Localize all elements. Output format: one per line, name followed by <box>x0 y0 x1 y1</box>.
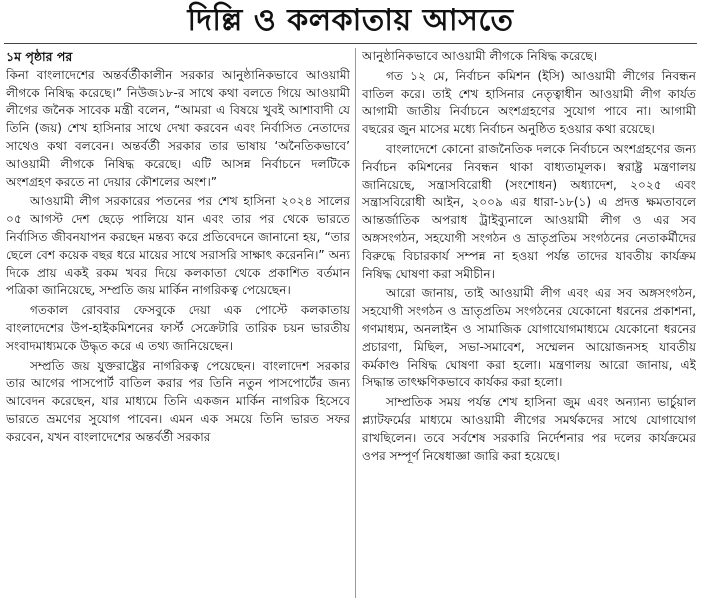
paragraph: সম্প্রতি জয় যুক্তরাষ্ট্রের নাগরিকত্ব পেয়েছেন। বাংলাদেশ সরকার তার আগের পাসপোর্ট বাতিল করার পর তিনি নতুন পাসপোর্টের জন্য আবেদন করেছেন, যার মাধ্যমে তিনি একজন মার্কিন নাগরিক হিসেবে ভারতে ভ্রমণের সুযোগ পাবেন। এমন এক সময়ে তিনি ভারত সফর করবেন, যখন বাংলাদেশের অন্তর্বর্তী সরকার <box>6 358 350 444</box>
paragraph: গতকাল রোববার ফেসবুকে দেয়া এক পোস্টে কলকাতায় বাংলাদেশের উপ-হাইকমিশনের ফার্স্ট সেক্রেটারি তারিক চয়ন ভারতীয় সংবাদমাধ্যমকে উদ্ধৃত করে এ তথ্য জানিয়েছেন। <box>6 303 350 353</box>
headline-rule <box>4 43 697 44</box>
column-divider <box>355 48 356 598</box>
paragraph: কিনা বাংলাদেশের অন্তর্বর্তীকালীন সরকার আনুষ্ঠানিকভাবে আওয়ামী লীগকে নিষিদ্ধ করেছে।” নিউজ১৮-র সাথে কথা বলতে গিয়ে আওয়ামী লীগের জনৈক সাবেক মন্ত্রী বলেন, “আমরা এ বিষয়ে খুবই আশাবাদী যে তিনি (জয়) শেখ হাসিনার সাথে দেখা করবেন এবং নির্বাসিত নেতাদের সাথেও কথা বলবেন। অন্তর্বর্তী সরকার তার ভাষায় ‘অনৈতিকভাবে’ আওয়ামী লীগকে নিষিদ্ধ করেছে। এটি আসন্ন নির্বাচনে দলটিকে অংশগ্রহণ করতে না দেয়ার কৌশলের অংশ।” <box>6 67 350 189</box>
paragraph: সাম্প্রতিক সময় পর্যন্ত শেখ হাসিনা জুম এবং অন্যান্য ভার্চুয়াল প্ল্যাটফর্মের মাধ্যমে আওয়ামী লীগের সমর্থকদের সাথে যোগাযোগ রাখছিলেন। তবে সর্বশেষ সরকারি নির্দেশনার পর দলের কার্যক্রমের ওপর সম্পূর্ণ নিষেধাজ্ঞা জারি করা হয়েছে। <box>362 395 696 463</box>
paragraph: আনুষ্ঠানিকভাবে আওয়ামী লীগকে নিষিদ্ধ করেছে। <box>362 49 598 63</box>
paragraph: আরো জানায়, তাই আওয়ামী লীগ এবং এর সব অঙ্গসংগঠন, সহযোগী সংগঠন ও ভ্রাতৃপ্রতিম সংগঠনের যেকোনো ধরনের প্রকাশনা, গণমাধ্যম, অনলাইন ও সামাজিক যোগাযোগমাধ্যমে যেকোনো ধরনের প্রচারণা, মিছিল, সভা-সমাবেশ, সম্মেলন আয়োজনসহ যাবতীয় কর্মকাণ্ড নিষিদ্ধ ঘোষণা করা হলো। মন্ত্রণালয় আরো জানায়, এই সিদ্ধান্ত তাৎক্ষণিকভাবে কার্যকর করা হলো। <box>362 286 696 390</box>
paragraph: গত ১২ মে, নির্বাচন কমিশন (ইসি) আওয়ামী লীগের নিবন্ধন বাতিল করে। তাই শেখ হাসিনার নেতৃত্বাধীন আওয়ামী লীগ কার্যত আগামী জাতীয় নির্বাচনে অংশগ্রহণের সুযোগ পাবে না। আগামী বছরের জুন মাসের মধ্যে নির্বাচন অনুষ্ঠিত হওয়ার কথা রয়েছে। <box>362 68 696 137</box>
continuation-label: ১ম পৃষ্ঠার পর <box>6 49 73 64</box>
paragraph: আওয়ামী লীগ সরকারের পতনের পর শেখ হাসিনা ২০২৪ সালের ০৫ আগস্ট দেশ ছেড়ে পালিয়ে যান এবং তার পর থেকে ভারতে নির্বাসিত জীবনযাপন করছেন মন্তব্য করে প্রতিবেদনে জানানো হয়, “তার ছেলে বেশ কয়েক বছর ধরে মায়ের সাথে সরাসরি সাক্ষাৎ করেননি।” অন্য দিকে প্রায় একই রকম খবর দিয়ে কলকাতা থেকে প্রকাশিত বর্তমান পত্রিকা জানিয়েছে, সম্প্রতি জয় মার্কিন নাগরিকত্ব পেয়েছেন। <box>6 194 350 298</box>
right-column <box>362 48 696 600</box>
left-column <box>6 48 350 600</box>
paragraph: বাংলাদেশে কোনো রাজনৈতিক দলকে নির্বাচনে অংশগ্রহণের জন্য নির্বাচন কমিশনের নিবন্ধন থাকা বাধ্যতামূলক। স্বরাষ্ট্র মন্ত্রণালয় জানিয়েছে, সন্ত্রাসবিরোধী (সংশোধন) অধ্যাদেশ, ২০২৫ এবং সন্ত্রাসবিরোধী আইন, ২০০৯ এর ধারা-১৮(১) এ প্রদত্ত ক্ষমতাবলে আন্তর্জাতিক অপরাধ ট্রাইব্যুনালে আওয়ামী লীগ ও এর সব অঙ্গসংগঠন, সহযোগী সংগঠন ও ভ্রাতৃপ্রতিম সংগঠনের নেতাকর্মীদের বিরুদ্ধে বিচারকার্য সম্পন্ন না হওয়া পর্যন্ত তাদের যাবতীয় কার্যক্রম নিষিদ্ধ ঘোষণা করা সমীচীন। <box>362 141 696 281</box>
article-headline: দিল্লি ও কলকাতায় আসতে <box>187 3 514 38</box>
